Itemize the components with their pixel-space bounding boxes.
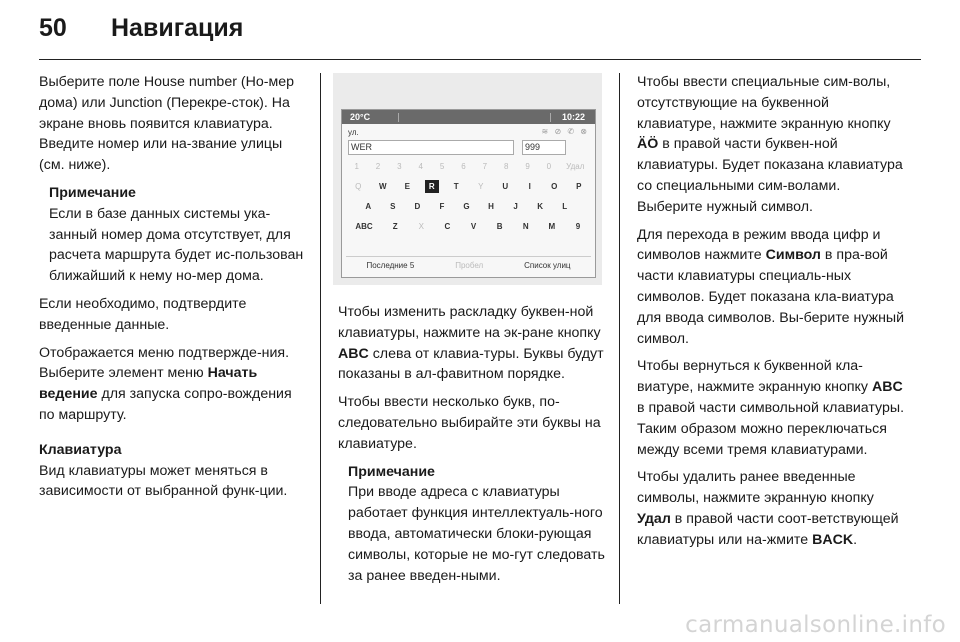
key: S	[390, 202, 396, 211]
chapter-title: Навигация	[111, 14, 244, 42]
key: 2	[375, 162, 381, 171]
key: M	[548, 222, 556, 231]
key: C	[444, 222, 451, 231]
note-block	[348, 462, 606, 587]
text-run: Чтобы изменить раскладку буквен-ной клавиатуры, нажмите на эк-ране кнопку	[338, 304, 601, 341]
text-run: слева от клавиа-туры. Буквы будут показаны в ал-фавитном порядке.	[338, 345, 604, 383]
divider	[550, 113, 551, 122]
status-icons: ≋ ⊘ ✆ ⊗	[541, 127, 589, 136]
watermark: carmanualsonline.info	[685, 612, 946, 638]
text-run: Чтобы вернуться к буквенной кла-виатуре, нажмите экранную кнопку	[637, 358, 869, 396]
text-run: в правой части соот-ветствующей клавиатуры или на-жмите	[637, 510, 899, 548]
key: E	[404, 182, 410, 191]
key: T	[453, 182, 459, 191]
note-text: Если в базе данных системы ука-занный номер дома отсутствует, для расчета маршрута будет ис-пользован ближайший к нему но-мер дома.	[49, 205, 304, 285]
keyboard-row-3	[346, 218, 591, 235]
text-run: для запуска сопро-вождения по маршруту.	[39, 386, 292, 423]
page-number: 50	[39, 14, 67, 42]
button-name: Символ	[765, 247, 821, 264]
key: W	[378, 182, 387, 191]
abc-key: ABC	[355, 222, 373, 231]
screen-illustration	[333, 73, 602, 285]
column-middle	[338, 302, 606, 593]
text-run: Чтобы удалить ранее введенные символы, нажмите экранную кнопку	[637, 469, 874, 507]
key: Y	[478, 182, 484, 191]
header-rule	[39, 59, 921, 60]
column-right	[637, 72, 909, 558]
text-run: в правой части символьной клавиатуры. Таким образом можно переключаться между всеми тремя клавиатурами.	[637, 399, 905, 458]
paragraph	[637, 72, 909, 218]
street-list-button: Список улиц	[524, 260, 571, 270]
key: L	[562, 202, 568, 211]
recent-5-button: Последние 5	[366, 260, 415, 270]
column-divider-2	[619, 73, 620, 604]
key: P	[576, 182, 582, 191]
key: X	[418, 222, 424, 231]
key: N	[522, 222, 529, 231]
key: 9	[575, 222, 581, 231]
note-title: Примечание	[49, 184, 136, 201]
text-run: Отображается меню подтвержде-ния. Выберите элемент меню	[39, 344, 290, 382]
keyboard-row-digits	[346, 158, 591, 175]
button-name: Удал	[637, 510, 671, 527]
key: 7	[482, 162, 488, 171]
key: I	[528, 182, 531, 191]
temperature: 20°C	[350, 112, 371, 122]
key: 3	[397, 162, 402, 171]
text-run: Чтобы ввести специальные сим-волы, отсутствующие на буквенной клавиатуре, нажмите экранную кнопку	[637, 74, 891, 132]
key: D	[414, 202, 421, 211]
paragraph: Чтобы ввести несколько букв, по-следовательно выбирайте эти буквы на клавиатуре.	[338, 394, 601, 452]
key: H	[488, 202, 494, 211]
key: Z	[392, 222, 398, 231]
note-text: При вводе адреса с клавиатуры работает функция интеллектуаль-ного ввода, автоматически блоки-рующая символы, которые не мо-гут следовать за ранее введен-ными.	[348, 484, 605, 584]
button-name: ABC	[871, 379, 903, 396]
key: 4	[418, 162, 423, 171]
key-selected: R	[425, 180, 439, 193]
key: 5	[439, 162, 445, 171]
key: 1	[354, 162, 359, 171]
key: A	[365, 202, 372, 211]
text-run: .	[853, 531, 858, 548]
paragraph	[637, 356, 909, 460]
key: O	[551, 182, 558, 191]
field-label: ул.	[348, 128, 359, 137]
section-title: Клавиатура	[39, 441, 122, 458]
key: 0	[546, 162, 552, 171]
number-input: 999	[522, 140, 566, 155]
paragraph	[637, 225, 909, 350]
menu-item-name: Начать ведение	[39, 365, 258, 403]
key: 6	[461, 162, 466, 171]
space-button: Пробел	[455, 260, 484, 270]
column-left	[39, 72, 309, 509]
key: 8	[503, 162, 509, 171]
clock: 10:22	[561, 112, 585, 122]
note-block	[49, 183, 309, 287]
key: 9	[525, 162, 530, 171]
status-bar	[342, 110, 595, 124]
key: B	[496, 222, 503, 231]
key: V	[470, 222, 477, 231]
text-run: в пра-вой части клавиатуры специаль-ных символов. Будет показана кла-виатура для ввода символов. Вы-берите нужный символ.	[637, 247, 905, 347]
paragraph	[338, 302, 606, 385]
delete-key: Удал	[566, 162, 585, 171]
key: G	[463, 202, 470, 211]
paragraph: Выберите поле House number (Но-мер дома) или Junction (Перекре-сток). На экране вновь появится клавиатура. Введите номер или на-звание улицы (см. ниже).	[39, 74, 294, 174]
screen-bottom-bar	[346, 256, 591, 273]
column-divider-1	[320, 73, 321, 604]
paragraph	[637, 467, 909, 550]
button-name: BACK	[812, 531, 854, 548]
key: U	[502, 182, 509, 191]
text-run: в правой части буквен-ной клавиатуры. Будет показана клавиатура со специальными сим-волами. Выберите нужный символ.	[637, 136, 903, 215]
street-input: WER	[348, 140, 514, 155]
key: J	[513, 202, 518, 211]
page-header	[39, 14, 243, 50]
keyboard-row-1	[346, 178, 591, 195]
key: K	[537, 202, 543, 211]
key: Q	[355, 182, 362, 191]
divider	[398, 113, 399, 122]
key: F	[439, 202, 445, 211]
paragraph: Если необходимо, подтвердите введенные данные.	[39, 295, 247, 333]
paragraph	[39, 343, 309, 426]
note-title: Примечание	[348, 463, 435, 480]
paragraph: Вид клавиатуры может меняться в зависимости от выбранной функ-ции.	[39, 462, 288, 500]
button-name: ÄÖ	[637, 136, 659, 153]
text-run: Для перехода в режим ввода цифр и символов нажмите	[637, 226, 881, 264]
keyboard-row-2	[346, 198, 591, 215]
button-name: ABC	[338, 345, 369, 362]
infotainment-screen	[341, 109, 596, 278]
